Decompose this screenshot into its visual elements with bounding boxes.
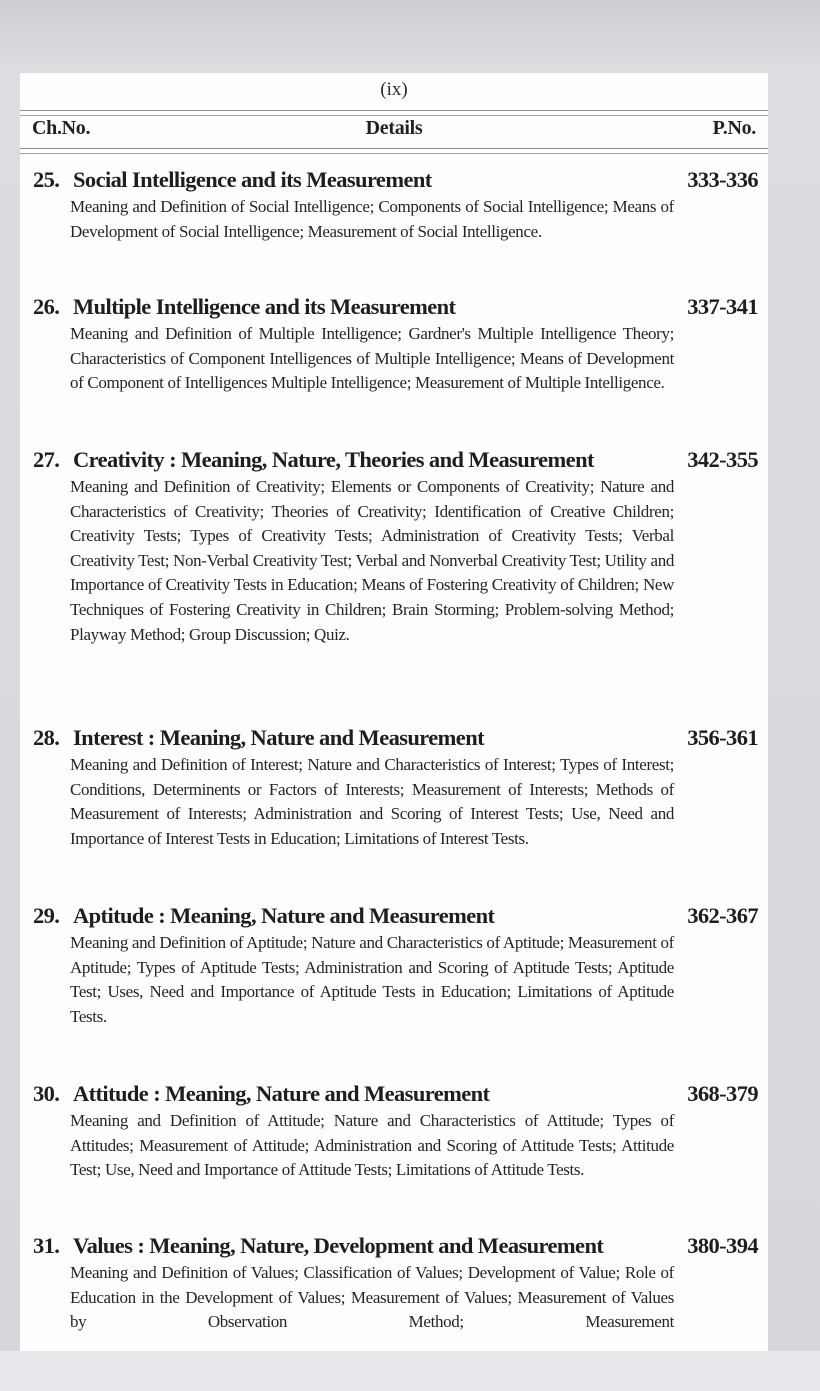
chapter-number: 31. [33,1233,60,1258]
chapter-pages: 356-361 [687,725,758,750]
chapter-description: Meaning and Definition of Social Intelligence; Components of Social Intelligence; Means of Development of Social Intelligence; Measurement of Social Intelligence. [70,197,674,241]
chapter-title: Multiple Intelligence and its Measurement [73,294,456,319]
chapter-entry-28 [20,725,768,851]
chapter-title: Interest : Meaning, Nature and Measurement [73,725,485,750]
chapter-description: Meaning and Definition of Interest; Nature and Characteristics of Interest; Types of Interest; Conditions, Determinents or Factors of Interests; Measurement of Interests; Methods of Measurement of Interests; Administration and Scoring of Interest Tests; Use, Need and Importance of Interest Tests in Education; Limitations of Interest Tests. [70,755,674,848]
chapter-number: 30. [33,1081,60,1106]
header-details: Details [365,117,423,139]
chapter-pages: 333-336 [687,167,758,192]
header-top-rule [20,110,768,116]
chapter-description: Meaning and Definition of Creativity; Elements or Components of Creativity; Nature and Characteristics of Creativity; Theories of Creativity; Identification of Creative Children; Creativity Tests; Types of Creativity Tests; Administration of Creativity Tests; Verbal Creativity Test; Non-Verbal Creativity Test; Verbal and Nonverbal Creativity Test; Utility and Importance of Creativity Tests in Education; Means of Fostering Creativity of Children; New Techniques of Fostering Creativity in Children; Brain Storming; Problem-solving Method; Playway Method; Group Discussion; Quiz. [70,477,674,644]
chapter-entry-31 [20,1233,768,1335]
chapter-title: Social Intelligence and its Measurement [73,167,432,192]
chapter-title: Attitude : Meaning, Nature and Measurement [73,1081,490,1106]
header-page-number: P.No. [712,117,756,139]
chapter-entry-26 [20,294,768,396]
scan-background-strip [0,1351,820,1391]
chapter-entry-25 [20,167,768,244]
chapter-pages: 368-379 [687,1081,758,1106]
chapter-description: Meaning and Definition of Attitude; Nature and Characteristics of Attitude; Types of Attitudes; Measurement of Attitude; Administration and Scoring of Attitude Tests; Attitude Test; Use, Need and Importance of Attitude Tests; Limitations of Attitude Tests. [70,1111,674,1180]
chapter-pages: 380-394 [687,1233,758,1258]
chapter-title: Creativity : Meaning, Nature, Theories and Measurement [73,447,594,472]
chapter-number: 26. [33,294,60,319]
contents-page [20,73,768,1351]
header-bottom-rule [20,148,768,154]
page-number: (ix) [380,79,408,100]
chapter-pages: 362-367 [687,903,758,928]
chapter-number: 25. [33,167,60,192]
chapter-entry-29 [20,903,768,1029]
chapter-entry-30 [20,1081,768,1183]
chapter-description: Meaning and Definition of Multiple Intelligence; Gardner's Multiple Intelligence Theory; Characteristics of Component Intelligences of Multiple Intelligence; Means of Development of Component of Intelligences Multiple Intelligence; Measurement of Multiple Intelligence. [70,324,674,393]
chapter-number: 27. [33,447,60,472]
chapter-pages: 342-355 [687,447,758,472]
header-chapter-number: Ch.No. [32,117,91,139]
chapter-description: Meaning and Definition of Values; Classification of Values; Development of Value; Role of Education in the Development of Values; Measurement of Values; Measurement of Values by Observation Method; Measurement [70,1263,674,1332]
chapter-number: 28. [33,725,60,750]
chapter-title: Values : Meaning, Nature, Development and Measurement [73,1233,604,1258]
chapter-title: Aptitude : Meaning, Nature and Measurement [73,903,495,928]
chapter-entry-27 [20,447,768,647]
chapter-pages: 337-341 [687,294,758,319]
chapter-number: 29. [33,903,60,928]
chapter-description: Meaning and Definition of Aptitude; Nature and Characteristics of Aptitude; Measurement of Aptitude; Types of Aptitude Tests; Administration and Scoring of Aptitude Tests; Aptitude Test; Uses, Need and Importance of Aptitude Tests in Education; Limitations of Aptitude Tests. [70,933,674,1026]
